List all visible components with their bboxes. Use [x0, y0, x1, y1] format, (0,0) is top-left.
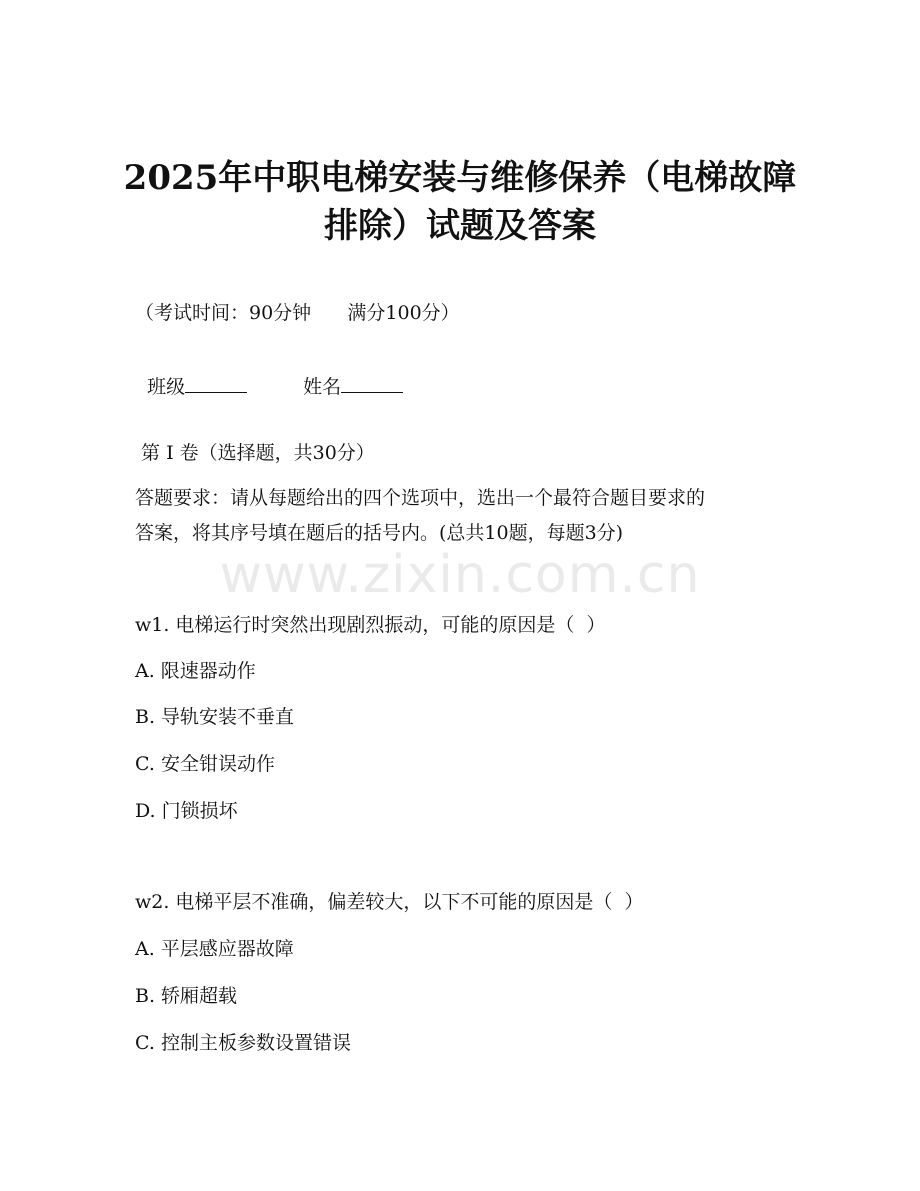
question-1-option-a[interactable]: A. 限速器动作 — [135, 660, 256, 682]
student-info-row — [135, 348, 403, 400]
name-label: 姓名 — [303, 376, 342, 398]
question-2-option-b[interactable]: B. 轿厢超载 — [135, 985, 238, 1007]
class-blank[interactable] — [185, 374, 247, 393]
watermark: www.zixin.com.cn — [219, 545, 701, 605]
exam-info: （考试时间：90分钟 满分100分） — [135, 302, 460, 324]
question-2-stem: w2. 电梯平层不准确，偏差较大，以下不可能的原因是（ ） — [135, 891, 644, 913]
question-1-option-c[interactable]: C. 安全钳误动作 — [135, 753, 275, 775]
instruction-line-1: 答题要求：请从每题给出的四个选项中，选出一个最符合题目要求的 — [135, 487, 706, 509]
question-1-stem: w1. 电梯运行时突然出现剧烈振动，可能的原因是（ ） — [135, 614, 606, 636]
document-title-line-2: 排除）试题及答案 — [324, 206, 596, 246]
question-2-option-c[interactable]: C. 控制主板参数设置错误 — [135, 1032, 351, 1054]
question-1-option-d[interactable]: D. 门锁损坏 — [135, 800, 238, 822]
instruction-line-2: 答案，将其序号填在题后的括号内。(总共10题，每题3分) — [135, 522, 624, 544]
question-2-option-a[interactable]: A. 平层感应器故障 — [135, 938, 294, 960]
document-title-line-1: 2025年中职电梯安装与维修保养（电梯故障 — [123, 158, 797, 198]
section-heading: 第 I 卷（选择题，共30分） — [135, 442, 375, 464]
question-1-option-b[interactable]: B. 导轨安装不垂直 — [135, 706, 295, 728]
name-blank[interactable] — [341, 374, 403, 393]
class-label: 班级 — [147, 376, 186, 398]
